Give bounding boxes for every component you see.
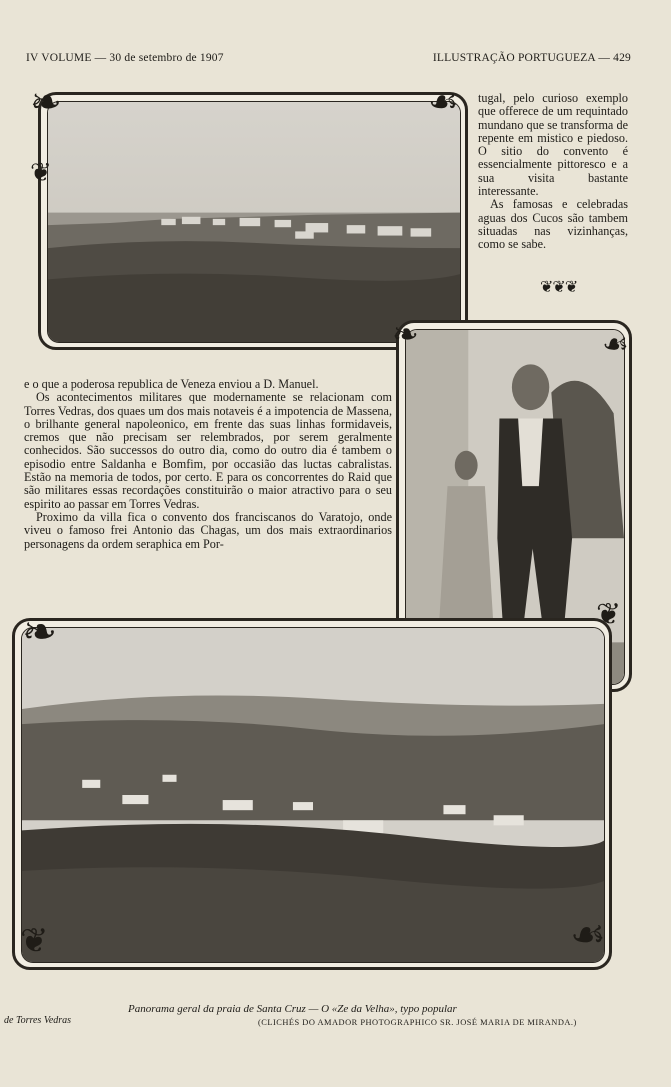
- corner-ornament-portrait-right: ☙: [602, 328, 629, 361]
- paragraph: e o que a poderosa republica de Veneza enviou a D. Manuel.: [24, 377, 319, 391]
- photo-credit: (CLICHÉS DO AMADOR PHOTOGRAPHICO SR. JOSÉ MARIA DE MIRANDA.): [258, 1018, 577, 1027]
- right-text-column: [478, 92, 628, 252]
- side-ornament-left: ❦: [30, 158, 52, 187]
- beach-photo-frame: [38, 92, 468, 350]
- page-edge-text: de Torres Vedras: [4, 1015, 72, 1026]
- corner-ornament-portrait: ❧: [392, 316, 419, 352]
- photo-caption: Panorama geral da praia de Santa Cruz — O «Ze da Velha», typo popular: [128, 1003, 457, 1015]
- corner-ornament-top-right: ☙: [428, 84, 459, 121]
- side-ornament-right: ❦: [596, 598, 622, 631]
- running-header-right: ILLUSTRAÇÃO PORTUGUEZA — 429: [432, 52, 631, 64]
- corner-ornament-top-left: ❧: [30, 82, 62, 124]
- paragraph: As famosas e celebradas aguas dos Cucos são tambem situadas nas vizinhanças, como se sabe.: [478, 197, 628, 252]
- fleuron-ornament: ❦❦❦: [540, 279, 578, 296]
- corner-ornament-bottom-left: ❧: [22, 610, 58, 656]
- paragraph: Os acontecimentos militares que modernamente se relacionam com Torres Vedras, dos quaes um dos mais notaveis é a impotencia de Massena, o brilhante general napoleonico, em frente das suas linhas formidaveis, cremos que não precisam ser relembrados, por serem geralmente conhecidos. São successos do outro dia, como do outro dia é tambem o episodio entre Saldanha e Bomfim, por occasião das luctas cabralistas. Estão na memoria de todos, por certo. E para os concorrentes do Raid que são militares essas recordações constituirão o maior atractivo para o seu espirito ao passar em Torres Vedras.: [24, 390, 392, 511]
- valley-panorama-photo: [22, 628, 604, 962]
- panorama-photo-frame: [12, 618, 612, 970]
- running-header-left: IV VOLUME — 30 de setembro de 1907: [26, 52, 224, 64]
- beach-town-photo: [48, 102, 460, 342]
- paragraph: tugal, pelo curioso exemplo que offerece de um requintado mundano que se transforma de repente em mistico e piedoso. O sitio do convento é essencialmente pittoresco e a sua visita bastante interessante.: [478, 91, 628, 199]
- paragraph: Proximo da villa fica o convento dos franciscanos do Varatojo, onde viveu o famoso frei Antonio das Chagas, um dos mais extraordinarios personagens da ordem seraphica em Por-: [24, 509, 392, 551]
- corner-ornament-lower-left: ❦: [20, 923, 49, 960]
- corner-ornament-bottom-right: ☙: [570, 912, 606, 957]
- left-text-column: [24, 378, 392, 551]
